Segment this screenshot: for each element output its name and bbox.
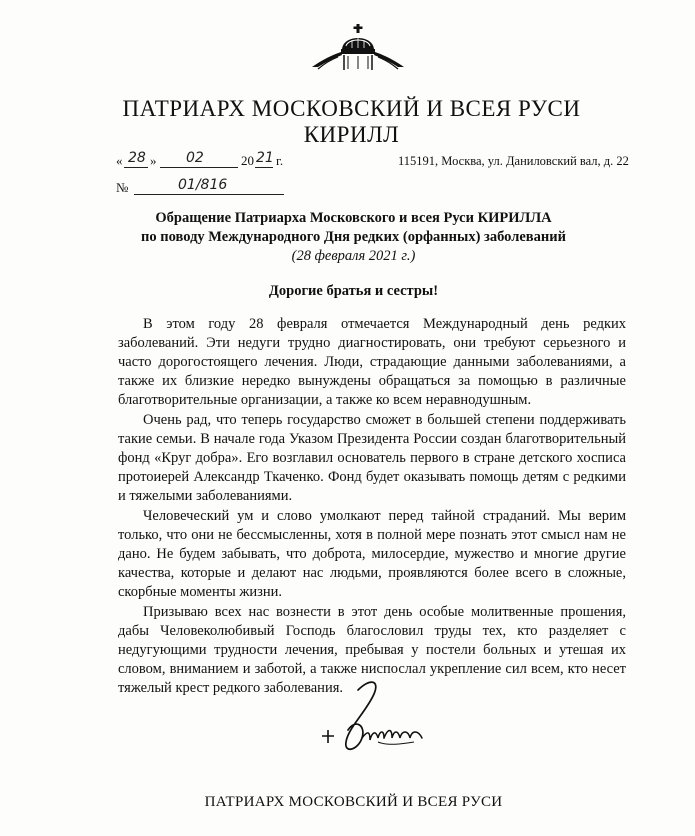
patriarch-emblem-icon (308, 22, 408, 72)
date-field (116, 152, 296, 172)
date-day: 28 (128, 150, 146, 166)
letter-body (118, 315, 626, 699)
number-value: 01/816 (178, 177, 228, 193)
handwritten-signature (318, 672, 448, 762)
number-underline (134, 194, 284, 195)
letterhead-title: ПАТРИАРХ МОСКОВСКИЙ И ВСЕЯ РУСИ (122, 96, 581, 121)
paragraph: Очень рад, что теперь государство сможет в большей степени поддерживать такие семьи. В начале года Указом Президента России создан благотворительный фонд «Круг добра». Его возглавил основатель первого в стране детского хосписа протоиерей Александр Ткаченко. Фонд будет оказывать помощь детям с редкими и тяжелыми заболеваниями. (118, 412, 626, 504)
signatory-title: ПАТРИАРХ МОСКОВСКИЙ И ВСЕЯ РУСИ (204, 794, 503, 810)
paragraph: Призываю всех нас вознести в этот день особые молитвенные прошения, дабы Человеколюбивый Господь благословил труды тех, кто разделяет с недугующими трудности лечения, пребывая у постели больных и утешая их словом, вниманием и заботой, а также ниспослал укрепление сил всем, кто несет тяжелый крест редкого заболевания. (118, 604, 626, 696)
paragraph: В этом году 28 февраля отмечается Международный день редких заболеваний. Эти недуги трудно диагностировать, они требуют серьезного и часто дорогостоящего лечения. Люди, страдающие данными заболеваниями, а также их близкие нередко вынуждены обращаться за помощью в различные благотворительные организации, а также ко всем неравнодушным. (118, 316, 626, 408)
date-year-underline (255, 167, 273, 168)
appeal-title-line2: по поводу Международного Дня редких (орфанных) заболеваний (141, 229, 566, 245)
patriarchate-address: 115191, Москва, ул. Даниловский вал, д. 22 (398, 154, 629, 168)
date-month: 02 (186, 150, 204, 166)
date-year-abbr: г. (276, 153, 284, 168)
date-quote-open: « (116, 153, 123, 168)
date-quote-close: » (150, 153, 157, 168)
date-month-underline (160, 167, 238, 168)
appeal-title-line1: Обращение Патриарха Московского и всея Руси КИРИЛЛА (155, 210, 552, 226)
number-label: № (116, 180, 129, 195)
date-year-prefix: 20 (241, 153, 254, 168)
date-day-underline (124, 167, 148, 168)
appeal-date: (28 февраля 2021 г.) (291, 248, 416, 264)
document-number (116, 179, 296, 199)
letterhead-name: КИРИЛЛ (303, 122, 400, 147)
paragraph: Человеческий ум и слово умолкают перед тайной страданий. Мы верим только, что они не бессмысленны, хотя в полной мере познать этот смысл нам не дано. Не будем забывать, что доброта, милосердие, мужество и многие другие качества, которые и делают нас людьми, проявляются более всего в сложные, скорбные моменты жизни. (118, 508, 626, 600)
greeting: Дорогие братья и сестры! (268, 283, 439, 299)
date-year-suffix: 21 (256, 150, 274, 166)
